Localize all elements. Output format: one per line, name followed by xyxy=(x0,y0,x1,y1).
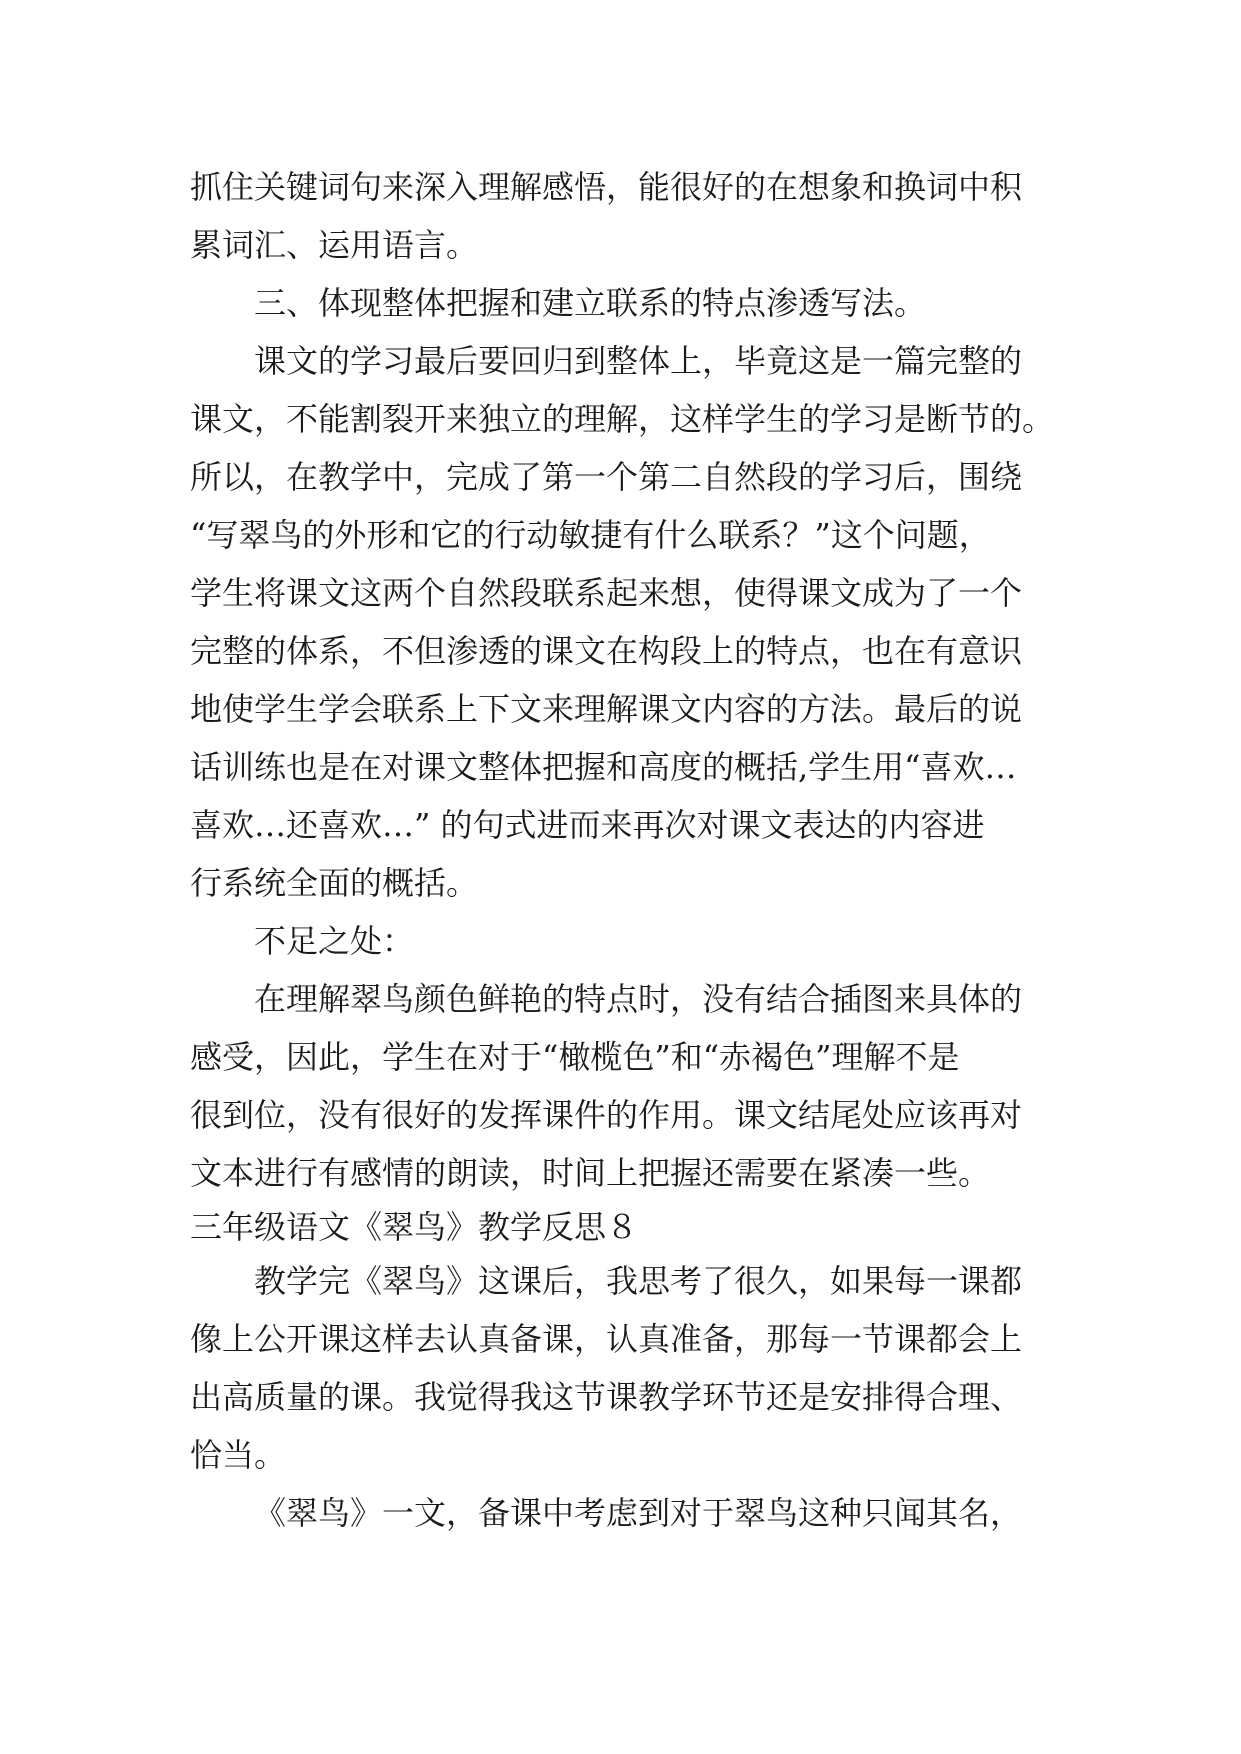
paragraph-line: 很到位，没有很好的发挥课件的作用。课文结尾处应该再对 xyxy=(190,1096,1023,1134)
document-body xyxy=(190,158,1055,1542)
paragraph-line: 所以，在教学中，完成了第一个第二自然段的学习后，围绕 xyxy=(190,458,1023,496)
paragraph-line: 课文，不能割裂开来独立的理解，这样学生的学习是断节的。 xyxy=(190,400,1055,438)
paragraph-line: 《翠鸟》一文，备课中考虑到对于翠鸟这种只闻其名， xyxy=(254,1494,1023,1532)
paragraph-line: 文本进行有感情的朗读，时间上把握还需要在紧凑一些。 xyxy=(190,1154,991,1192)
paragraph-line: 像上公开课这样去认真备课，认真准备，那每一节课都会上 xyxy=(190,1320,1023,1358)
paragraph-line: 抓住关键词句来深入理解感悟，能很好的在想象和换词中积 xyxy=(190,168,1023,206)
paragraph-line: 教学完《翠鸟》这课后，我思考了很久，如果每一课都 xyxy=(254,1262,1023,1300)
section-heading: 三、体现整体把握和建立联系的特点渗透写法。 xyxy=(254,284,927,322)
section-heading: 不足之处： xyxy=(254,922,415,960)
paragraph-line: 完整的体系，不但渗透的课文在构段上的特点，也在有意识 xyxy=(190,632,1023,670)
paragraph-line: 在理解翠鸟颜色鲜艳的特点时，没有结合插图来具体的 xyxy=(254,980,1023,1018)
article-title: 三年级语文《翠鸟》教学反思８ xyxy=(190,1208,639,1246)
paragraph-line: 累词汇、运用语言。 xyxy=(190,226,479,264)
paragraph-line: 行系统全面的概括。 xyxy=(190,864,479,902)
paragraph-line: 学生将课文这两个自然段联系起来想，使得课文成为了一个 xyxy=(190,574,1023,612)
paragraph-line: 感受，因此，学生在对于“橄榄色”和“赤褐色”理解不是 xyxy=(190,1038,960,1076)
paragraph-line: “写翠鸟的外形和它的行动敏捷有什么联系？”这个问题， xyxy=(190,516,991,554)
paragraph-line: 出高质量的课。我觉得我这节课教学环节还是安排得合理、 xyxy=(190,1378,1023,1416)
paragraph-line: 话训练也是在对课文整体把握和高度的概括,学生用“喜欢… xyxy=(190,748,1017,786)
paragraph-line: 课文的学习最后要回归到整体上，毕竟这是一篇完整的 xyxy=(254,342,1023,380)
paragraph-line: 喜欢…还喜欢…” 的句式进而来再次对课文表达的内容进 xyxy=(190,806,985,844)
paragraph-line: 地使学生学会联系上下文来理解课文内容的方法。最后的说 xyxy=(190,690,1023,728)
paragraph-line: 恰当。 xyxy=(190,1436,287,1474)
